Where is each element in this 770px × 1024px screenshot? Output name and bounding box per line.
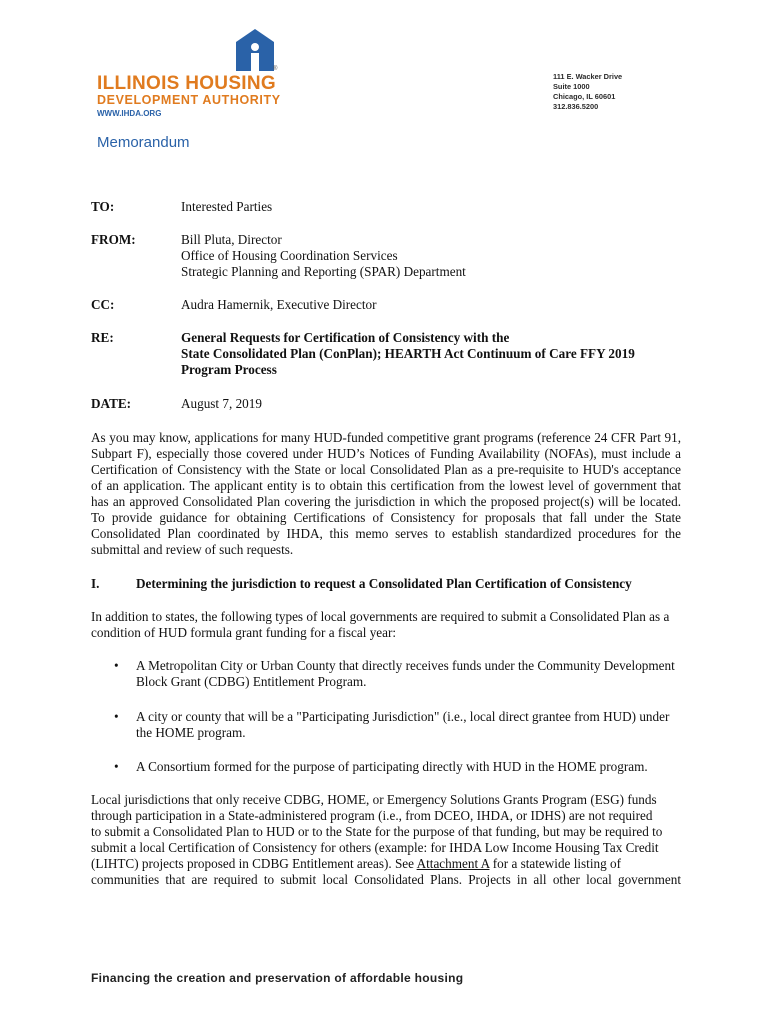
paragraph-line: of an application. The applicant entity is to obtain this certification from the lowest level of government that <box>91 478 681 493</box>
bullet-icon: • <box>114 709 119 724</box>
from-line: Bill Pluta, Director <box>181 232 282 247</box>
house-person-icon <box>236 29 274 71</box>
section-number: I. <box>91 576 100 591</box>
website-link[interactable]: WWW.IHDA.ORG <box>97 109 162 118</box>
paragraph-line: Subpart F), especially those covered under HUD’s Notices of Funding Availability (NOFAs), must include a <box>91 446 681 461</box>
paragraph-line: condition of HUD formula grant funding for a fiscal year: <box>91 625 397 640</box>
to-label: TO: <box>91 199 115 214</box>
date-label: DATE: <box>91 396 132 411</box>
bullet-icon: • <box>114 658 119 673</box>
to-value: Interested Parties <box>181 199 273 214</box>
paragraph-line: submit a local Certification of Consistency for others (example: for IHDA Low Income Housing Tax Credit <box>91 840 659 855</box>
date-value: August 7, 2019 <box>181 396 262 411</box>
paragraph-line: to submit a Consolidated Plan to HUD or to the State for the purpose of that funding, but may be required to <box>91 824 663 839</box>
paragraph-line <box>91 856 681 872</box>
address-city: Chicago, IL 60601 <box>553 92 616 101</box>
section-intro-paragraph <box>91 609 681 641</box>
bullet-line: A Consortium formed for the purpose of participating directly with HUD in the HOME program. <box>136 759 648 774</box>
line-text: for a statewide listing of <box>489 856 621 871</box>
attachment-a-link[interactable]: Attachment A <box>416 856 490 871</box>
paragraph-line: communities that are required to submit local Consolidated Plans. Projects in all other local government <box>91 872 681 887</box>
paragraph-line: As you may know, applications for many HUD-funded competitive grant programs (reference 24 CFR Part 91, <box>91 430 681 445</box>
paragraph-line: Consolidated Plan coordinated by IHDA, this memo serves to establish standardized procedures for the <box>91 526 681 541</box>
re-value <box>181 330 635 378</box>
re-label: RE: <box>91 330 114 345</box>
registered-mark: ® <box>273 66 278 72</box>
intro-paragraph <box>91 430 681 558</box>
bullet-line: Block Grant (CDBG) Entitlement Program. <box>136 674 367 689</box>
paragraph-line: submittal and review of such requests. <box>91 542 294 557</box>
section-title: Determining the jurisdiction to request a Consolidated Plan Certification of Consistency <box>136 576 632 591</box>
from-value <box>181 232 466 280</box>
address-block <box>553 72 622 112</box>
from-label: FROM: <box>91 232 136 247</box>
paragraph-line: In addition to states, the following types of local governments are required to submit a Consolidated Plan as a <box>91 609 670 624</box>
bullet-line: the HOME program. <box>136 725 246 740</box>
org-name-line2: DEVELOPMENT AUTHORITY <box>97 93 281 107</box>
cc-value: Audra Hamernik, Executive Director <box>181 297 377 312</box>
re-line: Program Process <box>181 362 277 377</box>
closing-paragraph <box>91 792 681 888</box>
bullet-icon: • <box>114 759 119 774</box>
from-line: Office of Housing Coordination Services <box>181 248 398 263</box>
address-street: 111 E. Wacker Drive <box>553 72 623 81</box>
line-text: (LIHTC) projects proposed in CDBG Entitlement areas). See <box>91 856 417 871</box>
bullet-line: A city or county that will be a "Participating Jurisdiction" (i.e., local direct grantee from HUD) under <box>136 709 670 724</box>
cc-label: CC: <box>91 297 115 312</box>
paragraph-line: Certification of Consistency with the State or local Consolidated Plan as a pre-requisite to HUD's acceptance <box>91 462 681 477</box>
org-name-line1: ILLINOIS HOUSING <box>97 73 276 94</box>
paragraph-line: To provide guidance for obtaining Certifications of Consistency for proposals that fall under the State <box>91 510 681 525</box>
address-suite: Suite 1000 <box>553 82 590 91</box>
re-line: State Consolidated Plan (ConPlan); HEARTH Act Continuum of Care FFY 2019 <box>181 346 635 361</box>
paragraph-line: has an approved Consolidated Plan covering the jurisdiction in which the proposed project(s) will be located. <box>91 494 681 509</box>
footer-tagline: Financing the creation and preservation of affordable housing <box>91 971 464 985</box>
from-line: Strategic Planning and Reporting (SPAR) Department <box>181 264 466 279</box>
paragraph-line: Local jurisdictions that only receive CDBG, HOME, or Emergency Solutions Grants Program (ESG) funds <box>91 792 657 807</box>
bullet-line: A Metropolitan City or Urban County that directly receives funds under the Community Development <box>136 658 675 673</box>
re-line: General Requests for Certification of Consistency with the <box>181 330 510 345</box>
document-title: Memorandum <box>97 134 190 151</box>
paragraph-line: through participation in a State-administered program (i.e., from DCEO, IHDA, or IDHS) are not required <box>91 808 653 823</box>
address-phone: 312.836.5200 <box>553 102 599 111</box>
